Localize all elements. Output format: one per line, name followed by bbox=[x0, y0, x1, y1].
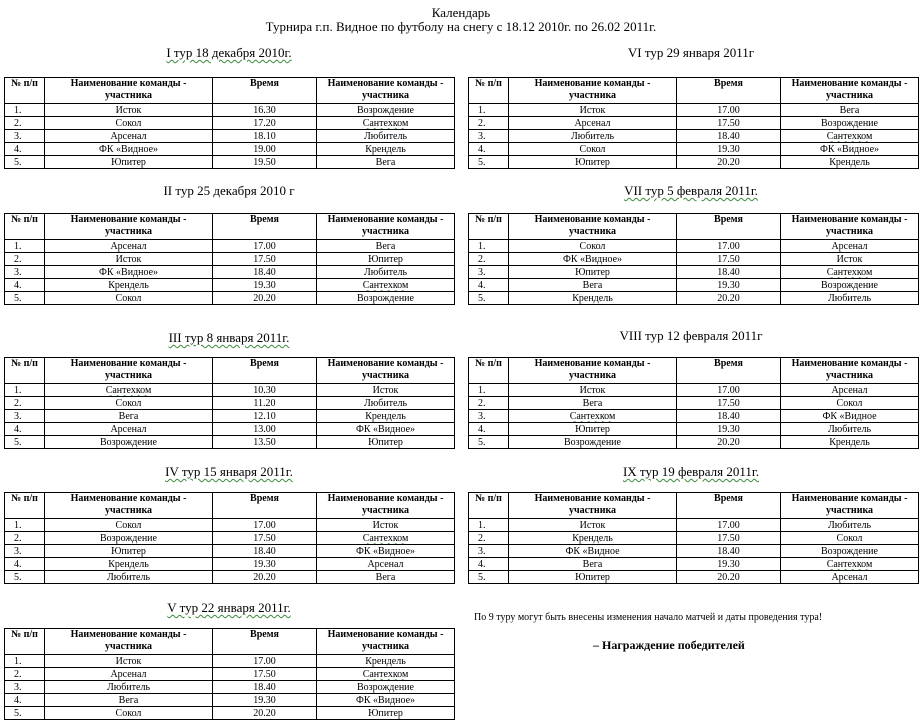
column-header-team2: Наименование команды - участника bbox=[781, 358, 919, 384]
home-team: Сантехком bbox=[45, 384, 213, 397]
match-number: 2. bbox=[5, 532, 45, 545]
tour-table bbox=[4, 357, 455, 449]
table-row bbox=[5, 279, 455, 292]
match-time: 18.40 bbox=[213, 681, 317, 694]
tour-table bbox=[468, 213, 919, 305]
home-team: Вега bbox=[509, 397, 677, 410]
away-team: Вега bbox=[781, 104, 919, 117]
away-team: Юпитер bbox=[317, 707, 455, 720]
match-time: 17.00 bbox=[213, 519, 317, 532]
column-header-time: Время bbox=[213, 629, 317, 655]
match-number: 1. bbox=[5, 519, 45, 532]
table-row bbox=[5, 707, 455, 720]
match-time: 17.00 bbox=[213, 240, 317, 253]
table-row bbox=[5, 436, 455, 449]
column-header-team1: Наименование команды - участника bbox=[509, 493, 677, 519]
column-header-time: Время bbox=[677, 493, 781, 519]
match-time: 17.50 bbox=[213, 668, 317, 681]
match-time: 20.20 bbox=[213, 571, 317, 584]
table-row bbox=[5, 410, 455, 423]
table-row bbox=[469, 130, 919, 143]
tour-heading: I тур 18 декабря 2010г. bbox=[166, 45, 292, 60]
match-time: 17.50 bbox=[677, 532, 781, 545]
match-number: 2. bbox=[469, 397, 509, 410]
table-row bbox=[469, 436, 919, 449]
away-team: Возрождение bbox=[317, 104, 455, 117]
table-row bbox=[5, 117, 455, 130]
schedule-change-note: По 9 туру могут быть внесены изменения начало матчей и даты проведения тура! bbox=[474, 612, 823, 623]
away-team: Сантехком bbox=[317, 117, 455, 130]
match-number: 4. bbox=[469, 423, 509, 436]
match-number: 4. bbox=[5, 279, 45, 292]
home-team: Арсенал bbox=[509, 117, 677, 130]
column-header-team2: Наименование команды - участника bbox=[781, 493, 919, 519]
tour-table bbox=[4, 213, 455, 305]
document-title: Календарь bbox=[431, 5, 491, 20]
column-header-time: Время bbox=[213, 358, 317, 384]
match-number: 1. bbox=[469, 519, 509, 532]
table-row bbox=[5, 519, 455, 532]
match-number: 1. bbox=[469, 384, 509, 397]
match-number: 2. bbox=[5, 117, 45, 130]
table-row bbox=[5, 253, 455, 266]
away-team: Юпитер bbox=[317, 253, 455, 266]
table-row bbox=[469, 266, 919, 279]
table-row bbox=[469, 519, 919, 532]
match-number: 5. bbox=[5, 436, 45, 449]
table-row bbox=[5, 156, 455, 169]
away-team: Арсенал bbox=[317, 558, 455, 571]
match-time: 16.30 bbox=[213, 104, 317, 117]
match-number: 5. bbox=[5, 571, 45, 584]
away-team: Любитель bbox=[317, 130, 455, 143]
tour-table bbox=[4, 628, 455, 720]
match-number: 4. bbox=[5, 694, 45, 707]
match-number: 4. bbox=[5, 558, 45, 571]
home-team: Арсенал bbox=[45, 130, 213, 143]
column-header-time: Время bbox=[677, 214, 781, 240]
match-time: 20.20 bbox=[677, 156, 781, 169]
match-time: 12.10 bbox=[213, 410, 317, 423]
away-team: Крендель bbox=[317, 410, 455, 423]
match-number: 3. bbox=[5, 266, 45, 279]
home-team: Любитель bbox=[45, 681, 213, 694]
match-number: 2. bbox=[5, 668, 45, 681]
table-row bbox=[5, 694, 455, 707]
table-row bbox=[469, 240, 919, 253]
match-time: 19.30 bbox=[677, 423, 781, 436]
match-number: 2. bbox=[469, 253, 509, 266]
away-team: Сокол bbox=[781, 532, 919, 545]
column-header-time: Время bbox=[677, 78, 781, 104]
home-team: Арсенал bbox=[45, 423, 213, 436]
column-header-num: № п/п bbox=[469, 358, 509, 384]
match-number: 4. bbox=[5, 143, 45, 156]
table-row bbox=[469, 384, 919, 397]
column-header-num: № п/п bbox=[5, 78, 45, 104]
away-team: Крендель bbox=[317, 143, 455, 156]
match-time: 19.30 bbox=[677, 279, 781, 292]
away-team: Вега bbox=[317, 240, 455, 253]
home-team: Любитель bbox=[509, 130, 677, 143]
match-time: 18.40 bbox=[677, 266, 781, 279]
match-time: 17.00 bbox=[677, 240, 781, 253]
table-row bbox=[5, 571, 455, 584]
tour-heading: II тур 25 декабря 2010 г bbox=[163, 183, 295, 198]
away-team: Любитель bbox=[781, 519, 919, 532]
column-header-num: № п/п bbox=[5, 358, 45, 384]
match-time: 18.40 bbox=[213, 545, 317, 558]
column-header-team1: Наименование команды - участника bbox=[45, 78, 213, 104]
match-number: 3. bbox=[5, 681, 45, 694]
tour-table bbox=[4, 77, 455, 169]
match-number: 1. bbox=[5, 104, 45, 117]
home-team: Юпитер bbox=[45, 545, 213, 558]
home-team: ФК «Видное» bbox=[509, 253, 677, 266]
match-number: 3. bbox=[5, 545, 45, 558]
tour-table bbox=[468, 357, 919, 449]
match-number: 5. bbox=[5, 292, 45, 305]
away-team: Исток bbox=[317, 384, 455, 397]
home-team: Юпитер bbox=[509, 156, 677, 169]
table-row bbox=[469, 156, 919, 169]
match-time: 10.30 bbox=[213, 384, 317, 397]
tour-table bbox=[4, 492, 455, 584]
away-team: ФК «Видное» bbox=[781, 143, 919, 156]
match-number: 1. bbox=[5, 384, 45, 397]
home-team: Возрождение bbox=[509, 436, 677, 449]
column-header-num: № п/п bbox=[5, 629, 45, 655]
match-number: 5. bbox=[5, 707, 45, 720]
tour-heading: IX тур 19 февраля 2011г. bbox=[622, 464, 760, 479]
column-header-num: № п/п bbox=[5, 493, 45, 519]
home-team: Вега bbox=[45, 410, 213, 423]
tour-heading: VIII тур 12 февраля 2011г bbox=[619, 328, 763, 343]
home-team: Сокол bbox=[45, 292, 213, 305]
away-team: Крендель bbox=[781, 436, 919, 449]
match-time: 13.00 bbox=[213, 423, 317, 436]
tour-heading: V тур 22 января 2011г. bbox=[167, 600, 291, 615]
column-header-team1: Наименование команды - участника bbox=[509, 214, 677, 240]
match-time: 17.00 bbox=[677, 104, 781, 117]
match-number: 3. bbox=[469, 266, 509, 279]
table-row bbox=[469, 410, 919, 423]
home-team: Любитель bbox=[45, 571, 213, 584]
match-time: 11.20 bbox=[213, 397, 317, 410]
match-time: 19.30 bbox=[213, 558, 317, 571]
home-team: ФК «Видное bbox=[509, 545, 677, 558]
match-number: 5. bbox=[469, 436, 509, 449]
away-team: Сантехком bbox=[781, 266, 919, 279]
column-header-team2: Наименование команды - участника bbox=[317, 358, 455, 384]
column-header-time: Время bbox=[213, 493, 317, 519]
home-team: Сантехком bbox=[509, 410, 677, 423]
away-team: Любитель bbox=[781, 292, 919, 305]
table-row bbox=[5, 292, 455, 305]
column-header-time: Время bbox=[213, 78, 317, 104]
match-time: 18.40 bbox=[213, 266, 317, 279]
away-team: ФК «Видное» bbox=[317, 694, 455, 707]
match-number: 2. bbox=[5, 397, 45, 410]
home-team: Сокол bbox=[45, 707, 213, 720]
column-header-team1: Наименование команды - участника bbox=[509, 78, 677, 104]
away-team: Сантехком bbox=[317, 532, 455, 545]
column-header-num: № п/п bbox=[5, 214, 45, 240]
column-header-num: № п/п bbox=[469, 78, 509, 104]
home-team: Возрождение bbox=[45, 532, 213, 545]
home-team: Арсенал bbox=[45, 668, 213, 681]
table-row bbox=[469, 279, 919, 292]
match-time: 20.20 bbox=[677, 436, 781, 449]
table-row bbox=[5, 668, 455, 681]
home-team: Сокол bbox=[45, 397, 213, 410]
home-team: Крендель bbox=[509, 532, 677, 545]
home-team: Возрождение bbox=[45, 436, 213, 449]
home-team: Крендель bbox=[509, 292, 677, 305]
table-row bbox=[5, 266, 455, 279]
match-time: 17.20 bbox=[213, 117, 317, 130]
away-team: Сокол bbox=[781, 397, 919, 410]
away-team: Арсенал bbox=[781, 240, 919, 253]
tour-heading: VI тур 29 января 2011г bbox=[627, 45, 755, 60]
column-header-team1: Наименование команды - участника bbox=[45, 214, 213, 240]
away-team: Любитель bbox=[781, 423, 919, 436]
away-team: Сантехком bbox=[781, 558, 919, 571]
away-team: Возрождение bbox=[781, 117, 919, 130]
home-team: Вега bbox=[509, 558, 677, 571]
table-row bbox=[469, 397, 919, 410]
match-number: 2. bbox=[469, 532, 509, 545]
home-team: Юпитер bbox=[509, 423, 677, 436]
match-time: 17.50 bbox=[213, 253, 317, 266]
match-number: 4. bbox=[5, 423, 45, 436]
home-team: Крендель bbox=[45, 279, 213, 292]
match-number: 5. bbox=[469, 156, 509, 169]
column-header-time: Время bbox=[677, 358, 781, 384]
away-team: Сантехком bbox=[781, 130, 919, 143]
match-time: 18.40 bbox=[677, 130, 781, 143]
table-row bbox=[5, 104, 455, 117]
home-team: Исток bbox=[45, 104, 213, 117]
match-time: 19.00 bbox=[213, 143, 317, 156]
home-team: Юпитер bbox=[509, 266, 677, 279]
match-time: 20.20 bbox=[213, 292, 317, 305]
home-team: Сокол bbox=[509, 143, 677, 156]
home-team: Сокол bbox=[509, 240, 677, 253]
match-time: 17.00 bbox=[677, 519, 781, 532]
match-time: 17.50 bbox=[213, 532, 317, 545]
table-row bbox=[5, 558, 455, 571]
table-row bbox=[469, 253, 919, 266]
table-row bbox=[5, 384, 455, 397]
table-row bbox=[5, 397, 455, 410]
match-number: 4. bbox=[469, 143, 509, 156]
away-team: Крендель bbox=[781, 156, 919, 169]
match-time: 19.30 bbox=[677, 143, 781, 156]
away-team: Арсенал bbox=[781, 571, 919, 584]
table-row bbox=[469, 532, 919, 545]
away-team: Возрождение bbox=[781, 545, 919, 558]
away-team: ФК «Видное bbox=[781, 410, 919, 423]
match-time: 20.20 bbox=[213, 707, 317, 720]
home-team: Сокол bbox=[45, 117, 213, 130]
away-team: Сантехком bbox=[317, 668, 455, 681]
column-header-team2: Наименование команды - участника bbox=[317, 493, 455, 519]
table-row bbox=[5, 240, 455, 253]
away-team: Возрождение bbox=[317, 292, 455, 305]
match-time: 18.10 bbox=[213, 130, 317, 143]
tour-heading: IV тур 15 января 2011г. bbox=[165, 464, 293, 479]
tour-heading: VII тур 5 февраля 2011г. bbox=[624, 183, 758, 198]
column-header-team1: Наименование команды - участника bbox=[45, 358, 213, 384]
match-number: 1. bbox=[469, 240, 509, 253]
home-team: Исток bbox=[45, 655, 213, 668]
match-time: 20.20 bbox=[677, 571, 781, 584]
match-number: 3. bbox=[469, 130, 509, 143]
table-row bbox=[5, 681, 455, 694]
home-team: Сокол bbox=[45, 519, 213, 532]
home-team: Исток bbox=[509, 104, 677, 117]
column-header-team2: Наименование команды - участника bbox=[317, 629, 455, 655]
table-row bbox=[5, 143, 455, 156]
column-header-time: Время bbox=[213, 214, 317, 240]
column-header-team2: Наименование команды - участника bbox=[781, 78, 919, 104]
tour-table bbox=[468, 492, 919, 584]
table-row bbox=[5, 130, 455, 143]
away-team: Сантехком bbox=[317, 279, 455, 292]
tour-table bbox=[468, 77, 919, 169]
table-row bbox=[5, 423, 455, 436]
away-team: Возрождение bbox=[781, 279, 919, 292]
table-row bbox=[5, 545, 455, 558]
home-team: Вега bbox=[45, 694, 213, 707]
table-row bbox=[5, 655, 455, 668]
table-row bbox=[469, 292, 919, 305]
column-header-team1: Наименование команды - участника bbox=[509, 358, 677, 384]
match-number: 1. bbox=[469, 104, 509, 117]
table-row bbox=[469, 143, 919, 156]
home-team: Исток bbox=[509, 519, 677, 532]
away-team: Любитель bbox=[317, 397, 455, 410]
table-row bbox=[469, 117, 919, 130]
match-number: 4. bbox=[469, 558, 509, 571]
match-time: 19.30 bbox=[213, 694, 317, 707]
match-time: 19.30 bbox=[677, 558, 781, 571]
table-row bbox=[469, 423, 919, 436]
column-header-team2: Наименование команды - участника bbox=[317, 78, 455, 104]
away-team: Арсенал bbox=[781, 384, 919, 397]
awarding-line: – Награждение победителей bbox=[593, 638, 745, 652]
away-team: Юпитер bbox=[317, 436, 455, 449]
home-team: Вега bbox=[509, 279, 677, 292]
match-number: 3. bbox=[469, 410, 509, 423]
column-header-team2: Наименование команды - участника bbox=[317, 214, 455, 240]
match-number: 3. bbox=[469, 545, 509, 558]
table-row bbox=[469, 571, 919, 584]
away-team: Вега bbox=[317, 571, 455, 584]
match-time: 17.00 bbox=[213, 655, 317, 668]
match-number: 2. bbox=[5, 253, 45, 266]
home-team: Арсенал bbox=[45, 240, 213, 253]
column-header-num: № п/п bbox=[469, 493, 509, 519]
column-header-team2: Наименование команды - участника bbox=[781, 214, 919, 240]
home-team: Исток bbox=[509, 384, 677, 397]
match-number: 5. bbox=[469, 571, 509, 584]
home-team: Юпитер bbox=[45, 156, 213, 169]
table-row bbox=[469, 545, 919, 558]
column-header-team1: Наименование команды - участника bbox=[45, 629, 213, 655]
tour-heading: III тур 8 января 2011г. bbox=[168, 330, 290, 345]
home-team: ФК «Видное» bbox=[45, 266, 213, 279]
away-team: Возрождение bbox=[317, 681, 455, 694]
away-team: Исток bbox=[317, 519, 455, 532]
home-team: Исток bbox=[45, 253, 213, 266]
home-team: Юпитер bbox=[509, 571, 677, 584]
away-team: Крендель bbox=[317, 655, 455, 668]
table-row bbox=[469, 104, 919, 117]
match-number: 5. bbox=[469, 292, 509, 305]
table-row bbox=[5, 532, 455, 545]
match-time: 19.30 bbox=[213, 279, 317, 292]
away-team: Любитель bbox=[317, 266, 455, 279]
match-time: 17.50 bbox=[677, 253, 781, 266]
match-number: 5. bbox=[5, 156, 45, 169]
away-team: Вега bbox=[317, 156, 455, 169]
match-time: 18.40 bbox=[677, 410, 781, 423]
away-team: ФК «Видное» bbox=[317, 423, 455, 436]
away-team: ФК «Видное» bbox=[317, 545, 455, 558]
match-time: 20.20 bbox=[677, 292, 781, 305]
document-subtitle: Турнира г.п. Видное по футболу на снегу с 18.12 2010г. по 26.02 2011г. bbox=[265, 19, 657, 34]
column-header-num: № п/п bbox=[469, 214, 509, 240]
match-number: 1. bbox=[5, 240, 45, 253]
match-time: 18.40 bbox=[677, 545, 781, 558]
table-row bbox=[469, 558, 919, 571]
match-time: 17.00 bbox=[677, 384, 781, 397]
match-number: 1. bbox=[5, 655, 45, 668]
match-number: 4. bbox=[469, 279, 509, 292]
match-number: 3. bbox=[5, 130, 45, 143]
match-time: 17.50 bbox=[677, 397, 781, 410]
home-team: Крендель bbox=[45, 558, 213, 571]
away-team: Исток bbox=[781, 253, 919, 266]
home-team: ФК «Видное» bbox=[45, 143, 213, 156]
match-time: 19.50 bbox=[213, 156, 317, 169]
match-time: 17.50 bbox=[677, 117, 781, 130]
match-number: 3. bbox=[5, 410, 45, 423]
match-time: 13.50 bbox=[213, 436, 317, 449]
match-number: 2. bbox=[469, 117, 509, 130]
column-header-team1: Наименование команды - участника bbox=[45, 493, 213, 519]
